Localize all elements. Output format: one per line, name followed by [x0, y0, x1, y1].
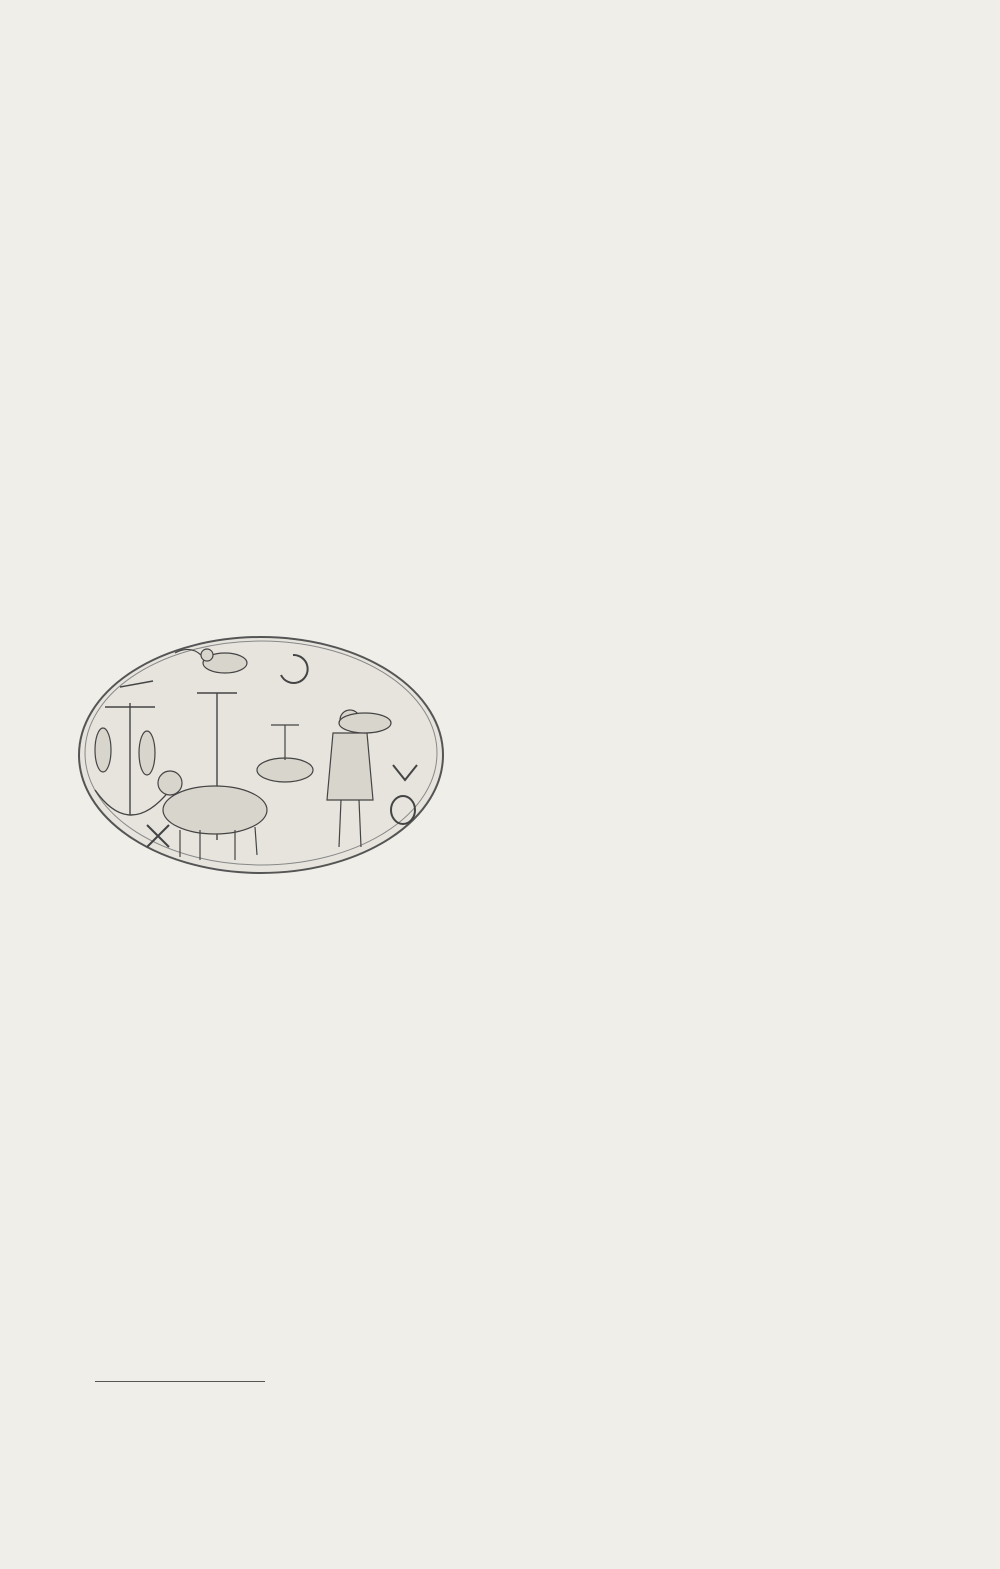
figure-gem-engraving [75, 615, 447, 877]
footnote-rule [95, 1381, 265, 1382]
gem-illustration [75, 615, 447, 877]
